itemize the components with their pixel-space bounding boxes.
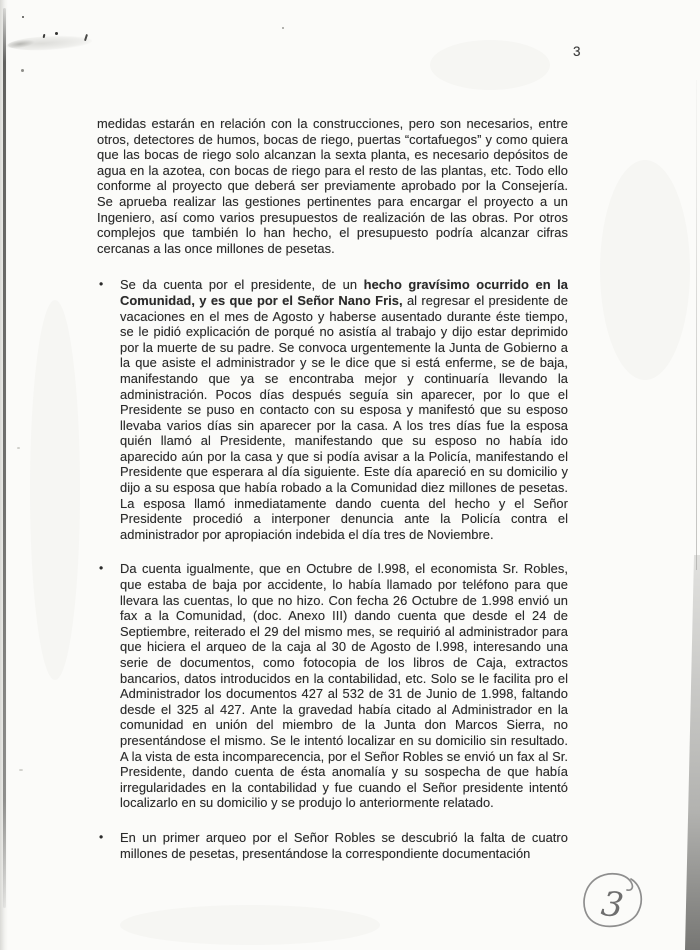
bullet-item-2 <box>97 561 568 811</box>
bullet-text-3: En un primer arqueo por el Señor Robles se descubrió la falta de cuatro millones de pesetas, presentándose la correspondiente documentación <box>120 829 568 861</box>
paragraph-intro: medidas estarán en relación con la construcciones, pero son necesarios, entre otros, detectores de humos, bocas de riego, puertas “cortafuegos” y como quiera que las bocas de riego solo alcanzan la sexta planta, es necesario depósitos de agua en la azotea, con bocas de riego para el resto de las plantas, etc. Todo ello conforme al proyecto que deberá ser previamente aprobado por la Consejería. Se aprueba realizar las gestiones pertinentes para encargar el proyecto a un Ingeniero, así como varios presupuestos de realización de las obras. Por otros complejos que también lo han hecho, el presupuesto podría alcanzar cifras cercanas a las once millones de pesetas. <box>97 116 568 256</box>
bullet-icon: • <box>99 277 104 292</box>
ink-speck <box>55 32 58 35</box>
page-number: 3 <box>573 44 581 59</box>
bullet-icon: • <box>99 561 104 576</box>
left-edge-line <box>3 8 6 908</box>
document-body <box>97 116 568 861</box>
paper-blotch <box>600 160 690 380</box>
right-edge-shadow <box>685 555 700 950</box>
handwritten-digit: 3 <box>598 883 626 927</box>
ink-speck <box>17 447 20 449</box>
ink-speck <box>21 69 24 72</box>
paper-blotch <box>120 905 380 945</box>
bullet-text-2: Da cuenta igualmente, que en Octubre de l.998, el economista Sr. Robles, que estaba de baja por accidente, lo había llamado por teléfono para que llevara las cuentas, lo que no hizo. Con fecha 26 Octubre de 1.998 envió un fax a la Comunidad, (doc. Anexo III) dando cuenta que desde el 24 de Septiembre, reiterado el 29 del mismo mes, se requirió al administrador para que hiciera el arqueo de la caja al 30 de Agosto de l.998, interesando una serie de documentos, como fotocopia de los libros de Caja, extractos bancarios, datos introducidos en la contabilidad, etc. Solo se le facilita pro el Administrador los documentos 427 al 532 de 31 de Junio de 1.998, faltando desde el 325 al 427. Ante la gravedad había citado al Administrador en la comunidad en unión del miembro de la Junta don Marcos Sierra, no presentándose el mismo. Se le intentó localizar en su domicilio sin resultado. A la vista de esta incomparecencia, por el Señor Robles se envió un fax al Sr. Presidente, dando cuenta de ésta anomalía y su sospecha de que había irregularidades en la contabilidad y fue cuando el Señor presidente intentó localizarlo en su domicilio y se produjo lo anteriormente relatado. <box>120 561 568 811</box>
bullet-text-1 <box>120 277 568 542</box>
bullet-1-pre: Se da cuenta por el presidente, de un <box>120 277 364 293</box>
paper-blotch <box>30 300 80 680</box>
ink-speck <box>22 16 24 18</box>
paper-blotch <box>430 40 550 90</box>
bullet-1-bold-phrase: hecho gravísimo ocurrido en la Comunidad, y es que por el Señor Nano Fris, <box>120 277 568 308</box>
bullet-item-3 <box>97 830 568 861</box>
bullet-icon: • <box>99 829 104 844</box>
bullet-1-post: al regresar el presidente de vacaciones en el mes de Agosto y haberse ausentado durante éste tiempo, se le pidió explicación de porqué no asistía al trabajo y dijo estar deprimido por la muerte de su padre. Se convoca urgentemente la Junta de Gobierno a la que asiste el administrador y se le dice que si está enferme, se de baja, manifestando que ya se encontraba mejor y continuaría llevando la administración. Pocos días después seguía sin aparecer, por lo que el Presidente se puso en contacto con su esposa y manifestó que su esposo llevaba varios días sin aparecer por la casa. A los tres días fue la esposa quién llamó al Presidente, manifestando que su esposo no había ido aparecido aún por la casa y que si podía avisar a la Policía, manifestando el Presidente que esperara al día siguiente. Este día apareció en su domicilio y dijo a su esposa que había robado a la Comunidad diez millones de pesetas. La esposa llamó inmediatamente dando cuenta del hecho y el Señor Presidente procedió a interponer denuncia ante la Policía contra el administrador por apropiación indebida el día tres de Noviembre. <box>120 292 568 542</box>
ink-speck <box>282 27 284 29</box>
handwritten-circle-mark <box>579 870 649 934</box>
ink-speck <box>19 769 23 771</box>
right-edge-line <box>696 80 697 570</box>
bullet-item-1 <box>97 277 568 542</box>
